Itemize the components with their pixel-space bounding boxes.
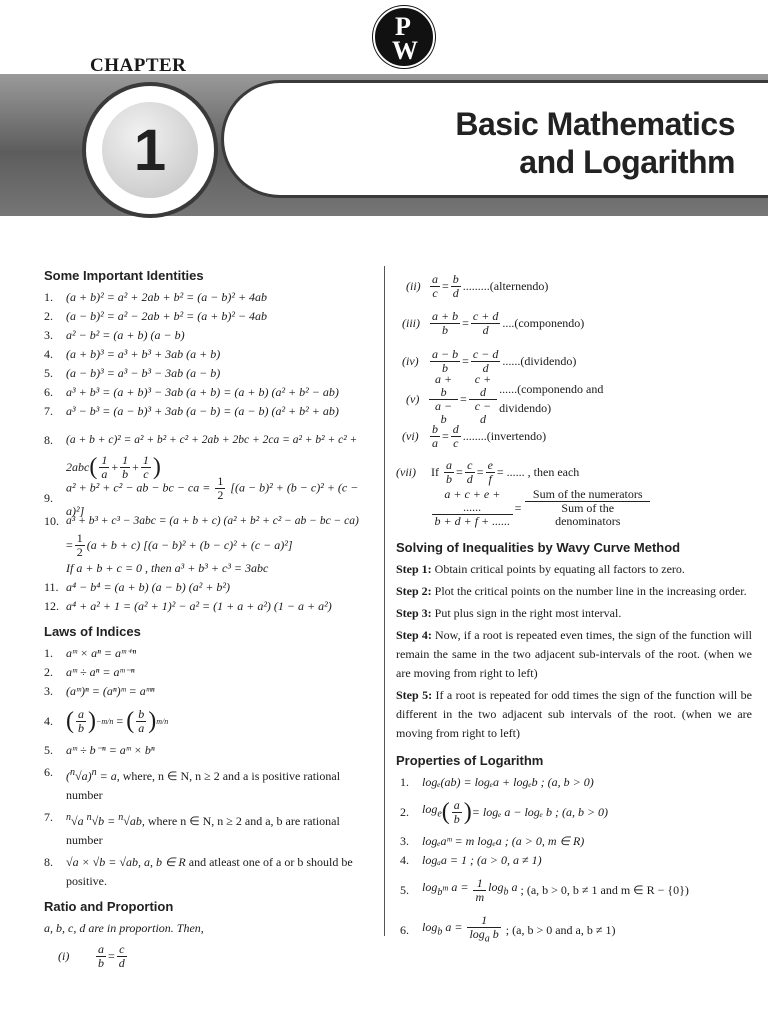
right-column [396, 268, 652, 526]
ratio-i: (i) a b = c d [58, 941, 125, 970]
log-property-5: 5. $\log_{b^m} a$ = $\frac{1}{m}$ $\log_b a$ ; (a, b > 0, b ≠ 1 and m ∈ R − {0}) [400, 875, 689, 904]
identity-9: a² + b² + c² − ab − bc − ca = $\frac{1}{2}$ [(a − b)² + (b − c)² + (c − a)²] [66, 474, 359, 518]
wavy-step-5: Step 5: If a root is repeated for odd times the sign of the function will be different in the two adjacent sub intervals of the root. (when we are moving from right to left) [396, 688, 752, 740]
identity-6: a³ + b³ = (a + b)³ − 3ab (a + b) = (a + b) (a² + b² − ab) [66, 385, 339, 399]
title-panel [221, 80, 768, 198]
wavy-step-4: Step 4: Now, if a root is repeated even times, the sign of the function will remain the same in the two adjacent sub-intervals of the root. (when we are moving from right to left) [396, 628, 753, 680]
section-heading-identities: Some Important Identities [44, 268, 204, 283]
ratio-vii-equation: a + c + e + ...... b + d + f + ...... = Sum of the numerators Sum of the denominators [396, 490, 652, 526]
chapter-label: CHAPTER [90, 55, 187, 76]
wavy-step-2: Step 2: Plot the critical points on the number line in the increasing order. [396, 584, 747, 598]
section-heading-ratio: Ratio and Proportion [44, 899, 174, 914]
chapter-title: Basic Mathematics and Logarithm [455, 106, 735, 180]
wavy-step-3: Step 3: Put plus sign in the right most interval. [396, 606, 622, 620]
log-property-3: logₑaᵐ = m logₑa ; (a > 0, m ∈ R) [422, 834, 585, 848]
column-divider [384, 266, 385, 936]
left-column: Some Important Identities 1. (a + b)² = a² + 2ab + b² = (a − b)² + 4ab 2. (a − b)² = a² − 2ab + b² = (a + b)² − 4ab 3. a² − b² = (a + b) (a − b) 4. (a + b)³ = a³ + b³ + 3ab (a + b) 5. (a − b)³ = a³ − b³ − 3ab (a − b) 6. a³ + b³ = (a + b)³ − 3ab (a + b) = (a + b) (a² + b² − ab) 7. a³ − b³ = (a − b)³ + 3ab (a − b) = (a − b) (a² + b² + ab) 8. (a + b + c)² = a² + b² + c² + 2ab + 2bc + 2ca = a² + b² + c² + 2abc ( 1 a + 1 b + 1 c ) 9. a² + b² + c² − ab − bc − ca = $\frac{1}{2}$ [(a − b)² + (b − c)² + (c − a)²] 10. a³ + b³ + c³ − 3abc = (a + b + c) (a² + b² + c² − ab − bc − ca) = 1 2 (a + b + c) [(a − b)² + (b − c)² + (c − a)²] If a + b + c = 0 , then a³ + b³ + c³ = 3abc 11. a⁴ − b⁴ = (a + b) (a − b) (a² + b²) 12. a⁴ + a² + 1 = (a² + 1)² − a² = (1 + a + a²) (1 − a + a²) Laws of Indices 1. aᵐ × aⁿ = aᵐ⁺ⁿ 2. aᵐ ÷ aⁿ = aᵐ⁻ⁿ 3. (aᵐ)ⁿ = (aⁿ)ᵐ = aᵐⁿ 4. ( a b ) −m/n = ( b a ) m/n 5. aᵐ ÷ b⁻ⁿ = aᵐ × bⁿ 6. $(^n√a)^n = a$, where, n ∈ N, n ≥ 2 and a is positive rational number 7. $^n$√a $^n$√b = $^n$√ab, where n ∈ N, n ≥ 2 and a, b are rational number 8. √a × √b = √ab, a, b ∈ R and atleast one of a or b should be positive. Ratio and Proportion a, b, c, d are in proportion. Then, (i) a b = c d [44, 262, 376, 974]
index-law-7: $^n$√a $^n$√b = $^n$√ab, where n ∈ N, n ≥ 2 and a, b are rational number [66, 812, 340, 847]
ratio-vi: (vi) b a = d c ........(invertendo) [402, 421, 547, 450]
identity-2: (a − b)² = a² − 2ab + b² = (a + b)² − 4ab [66, 309, 268, 323]
identity-10-cont: = 1 2 (a + b + c) [(a − b)² + (b − c)² + (c − a)²] [66, 530, 293, 559]
index-law-1: aᵐ × aⁿ = aᵐ⁺ⁿ [66, 646, 137, 660]
chapter-number-badge [82, 82, 218, 218]
index-law-8: √a × √b = √ab, a, b ∈ R and atleast one of a or b should be positive. [66, 855, 353, 888]
identity-11: a⁴ − b⁴ = (a + b) (a − b) (a² + b²) [66, 580, 231, 594]
identity-4: (a + b)³ = a³ + b³ + 3ab (a + b) [66, 347, 221, 361]
identity-7: a³ − b³ = (a − b)³ + 3ab (a − b) = (a − b) (a² + b² + ab) [66, 404, 339, 418]
wavy-section: Solving of Inequalities by Wavy Curve Method Step 1: Obtain critical points by equating all factors to zero. Step 2: Plot the critical points on the number line in the increasing order. Step 3: Put plus sign in the right most interval. Step 4: Now, if a root is repeated even times, the sign of the function will remain the same in the two adjacent sub-intervals of the root. (when we are moving from right to left) Step 5: If a root is repeated for odd times the sign of the function will be different in the two adjacent sub intervals of the root. (when we are moving from right to left) Properties of Logarithm 1. logₑ(ab) = logₑa + logₑb ; (a, b > 0) 2. $\log_e$ ( a b ) = logₑ a − logₑ b ; (a, b > 0) 3. logₑaᵐ = m logₑa ; (a > 0, m ∈ R) 4. logₐa = 1 ; (a > 0, a ≠ 1) 5. $\log_{b^m} a$ = $\frac{1}{m}$ $\log_b a$ ; (a, b > 0, b ≠ 1 and m ∈ R − {0}) 6. $\log_b a$ = $\frac{1}{\log_a b}$ ; (a, b > 0 and a, b ≠ 1) [396, 534, 752, 950]
log-property-4: logₐa = 1 ; (a > 0, a ≠ 1) [422, 853, 542, 867]
identity-10-note: If a + b + c = 0 , then a³ + b³ + c³ = 3abc [66, 561, 269, 575]
pw-logo: P W [373, 6, 435, 68]
index-law-6: $(^n√a)^n = a$, where, n ∈ N, n ≥ 2 and a is positive rational number [66, 767, 341, 802]
section-heading-logarithm: Properties of Logarithm [396, 753, 544, 768]
log-property-6: 6. $\log_b a$ = $\frac{1}{\log_a b}$ ; (a, b > 0 and a, b ≠ 1) [400, 913, 616, 945]
identity-8: (a + b + c)² = a² + b² + c² + 2ab + 2bc + 2ca = a² + b² + c² + [66, 434, 358, 446]
ratio-intro: a, b, c, d are in proportion. Then, [44, 921, 204, 935]
identity-10: a³ + b³ + c³ − 3abc = (a + b + c) (a² + b² + c² − ab − bc − ca) [66, 515, 359, 527]
log-property-2: 2. $\log_e$ ( a b ) = logₑ a − logₑ b ; (a, b > 0) [400, 797, 609, 826]
ratio-v: (v) a + b a − b = c + d c − d ......(componendo and dividendo) [406, 371, 604, 426]
index-law-2: aᵐ ÷ aⁿ = aᵐ⁻ⁿ [66, 665, 135, 679]
section-heading-indices: Laws of Indices [44, 624, 141, 639]
identity-3: a² − b² = (a + b) (a − b) [66, 328, 185, 342]
chapter-number: 1 [102, 102, 198, 198]
identity-5: (a − b)³ = a³ − b³ − 3ab (a − b) [66, 366, 221, 380]
ratio-vii: (vii) If a b = c d = $\frac{e}{f}$ = ...... , then each [396, 457, 580, 486]
log-property-1: logₑ(ab) = logₑa + logₑb ; (a, b > 0) [422, 775, 594, 789]
ratio-iv: (iv) a − b b = c − d d ......(dividendo) [402, 346, 577, 375]
index-law-3: (aᵐ)ⁿ = (aⁿ)ᵐ = aᵐⁿ [66, 684, 155, 698]
identity-1: (a + b)² = a² + 2ab + b² = (a − b)² + 4ab [66, 290, 268, 304]
identity-12: a⁴ + a² + 1 = (a² + 1)² − a² = (1 + a + a²) (1 − a + a²) [66, 599, 332, 613]
ratio-iii: (iii) a + b b = c + d d ....(componendo) [402, 308, 585, 337]
index-law-5: aᵐ ÷ b⁻ⁿ = aᵐ × bⁿ [66, 743, 155, 757]
ratio-ii: (ii) a c = b d .........(alternendo) [406, 271, 549, 300]
identity-8-cont: 2abc ( 1 a + 1 b + 1 c ) [66, 452, 161, 481]
index-law-4: 4. ( a b ) −m/n = ( b a ) m/n [44, 706, 169, 735]
section-heading-wavy: Solving of Inequalities by Wavy Curve Method [396, 540, 681, 555]
wavy-step-1: Step 1: Obtain critical points by equating all factors to zero. [396, 562, 685, 576]
